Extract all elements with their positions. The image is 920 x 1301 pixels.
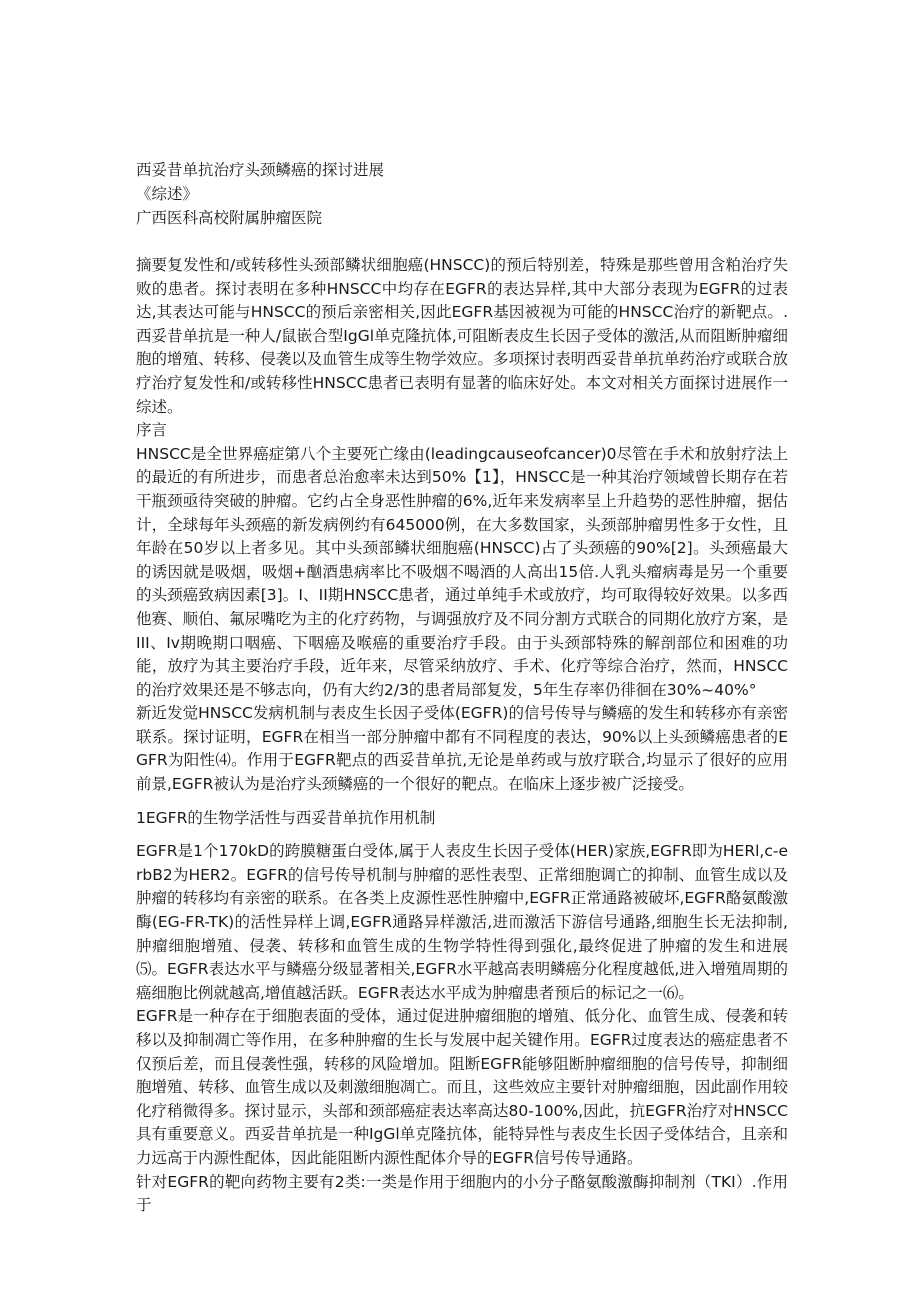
document-institution: 广西医科高校附属肿瘤医院	[136, 209, 323, 227]
document-header	[136, 158, 786, 230]
egfr-intro-paragraph: 新近发觉HNSCC发病机制与表皮生长因子受体(EGFR)的信号传导与鳞癌的发生和转移亦有亲密联系。探讨证明，EGFR在相当一部分肿瘤中都有不同程度的表达，90%以上头颈鳞癌患者的EGFR为阳性⑷。作用于EGFR靶点的西妥昔单抗,无论是单药或与放疗联合,均显示了很好的应用前景,EGFR被认为是治疗头颈鳞癌的一个很好的靶点。在临床上逐步被广泛接受。	[136, 704, 788, 794]
egfr-function-paragraph: EGFR是一种存在于细胞表面的受体，通过促进肿瘤细胞的增殖、低分化、血管生成、侵袭和转移以及抑制凋亡等作用，在多种肿瘤的生长与发展中起关键作用。EGFR过度表达的癌症患者不仅预后差，而且侵袭性强，转移的风险增加。阻断EGFR能够阻断肿瘤细胞的信号传导，抑制细胞增殖、转移、血管生成以及刺激细胞凋亡。而且，这些效应主要针对肿瘤细胞，因此副作用较化疗稍微得多。探讨显示，头部和颈部癌症表达率高达80-100%,因此，抗EGFR治疗对HNSCC具有重要意义。西妥昔单抗是一种IgGl单克隆抗体，能特异性与表皮生长因子受体结合，且亲和力远高于内源性配体，因此能阻断内源性配体介导的EGFR信号传导通路。	[136, 1007, 788, 1167]
document-body	[136, 254, 788, 1218]
egfr-biology-paragraph: EGFR是1个170kD的跨膜糖蛋白受体,属于人表皮生长因子受体(HER)家族,EGFR即为HERl,c-erbB2为HER2。EGFR的信号传导机制与肿瘤的恶性表型、正常细胞调亡的抑制、血管生成以及肿瘤的转移均有亲密的联系。在各类上皮源性恶性肿瘤中,EGFR正常通路被破坏,EGFR酪氨酸激酶(EG-FR-TK)的活性异样上调,EGFR通路异样激活,进而激活下游信号通路,细胞生长无法抑制,肿瘤细胞增殖、侵袭、转移和血管生成的生物学特性得到强化,最终促进了肿瘤的发生和进展⑸。EGFR表达水平与鳞癌分级显著相关,EGFR水平越高表明鳞癌分化程度越低,进入增殖周期的癌细胞比例就越高,增值越活跃。EGFR表达水平成为肿瘤患者预后的标记之一⑹。	[136, 842, 788, 1002]
section-heading-1: 1EGFR的生物学活性与西妥昔单抗作用机制	[136, 808, 436, 827]
document-title: 西妥昔单抗治疗头颈鳞癌的探讨进展	[136, 161, 385, 179]
egfr-drugs-paragraph: 针对EGFR的靶向药物主要有2类:一类是作用于细胞内的小分子酪氨酸激酶抑制剂（TKI）.作用于	[136, 1172, 788, 1215]
abstract-paragraph: 摘要复发性和/或转移性头颈部鳞状细胞癌(HNSCC)的预后特别差，特殊是那些曾用含粕治疗失败的患者。探讨表明在多种HNSCC中均存在EGFR的表达异样,其中大部分表现为EGFR的过表达,其表达可能与HNSCC的预后亲密相关,因此EGFR基因被视为可能的HNSCC治疗的新靶点。.西妥昔单抗是一种人/鼠嵌合型IgGl单克隆抗体,可阻断表皮生长因子受体的激活,从而阻断肿瘤细胞的增殖、转移、侵袭以及血管生成等生物学效应。多项探讨表明西妥昔单抗单药治疗或联合放疗治疗复发性和/或转移性HNSCC患者已表明有显著的临床好处。本文对相关方面探讨进展作一综述。	[136, 256, 788, 416]
preface-heading: 序言	[136, 421, 168, 440]
intro-paragraph: HNSCC是全世界癌症第八个主要死亡缘由(leadingcauseofcancer)0尽管在手术和放射疗法上的最近的有所进步，而患者总治愈率未达到50%【1】，HNSCC是一种其治疗领域曾长期存在若干瓶颈亟待突破的肿瘤。它约占全身恶性肿瘤的6%,近年来发病率呈上升趋势的恶性肿瘤，据估计，全球每年头颈癌的新发病例约有645000例，在大多数国家，头颈部肿瘤男性多于女性，且年龄在50岁以上者多见。其中头颈部鳞状细胞癌(HNSCC)占了头颈癌的90%[2]。头颈癌最大的诱因就是吸烟，吸烟+酗酒患病率比不吸烟不喝酒的人高出15倍.人乳头瘤病毒是另一个重要的头颈癌致病因素[3]。I、II期HNSCC患者，通过单纯手术或放疗，均可取得较好效果。以多西他赛、顺伯、氟尿嘴吃为主的化疗药物，与调强放疗及不同分割方式联合的同期化放疗方案，是III、Iv期晚期口咽癌、下咽癌及喉癌的重要治疗手段。由于头颈部特殊的解剖部位和困难的功能，放疗为其主要治疗手段，近年来，尽管采纳放疗、手术、化疗等综合治疗，然而，HNSCC的治疗效果还是不够志向，仍有大约2/3的患者局部复发，5年生存率仍徘徊在30%~40%°	[136, 444, 788, 699]
document-category: 《综述》	[136, 185, 199, 203]
